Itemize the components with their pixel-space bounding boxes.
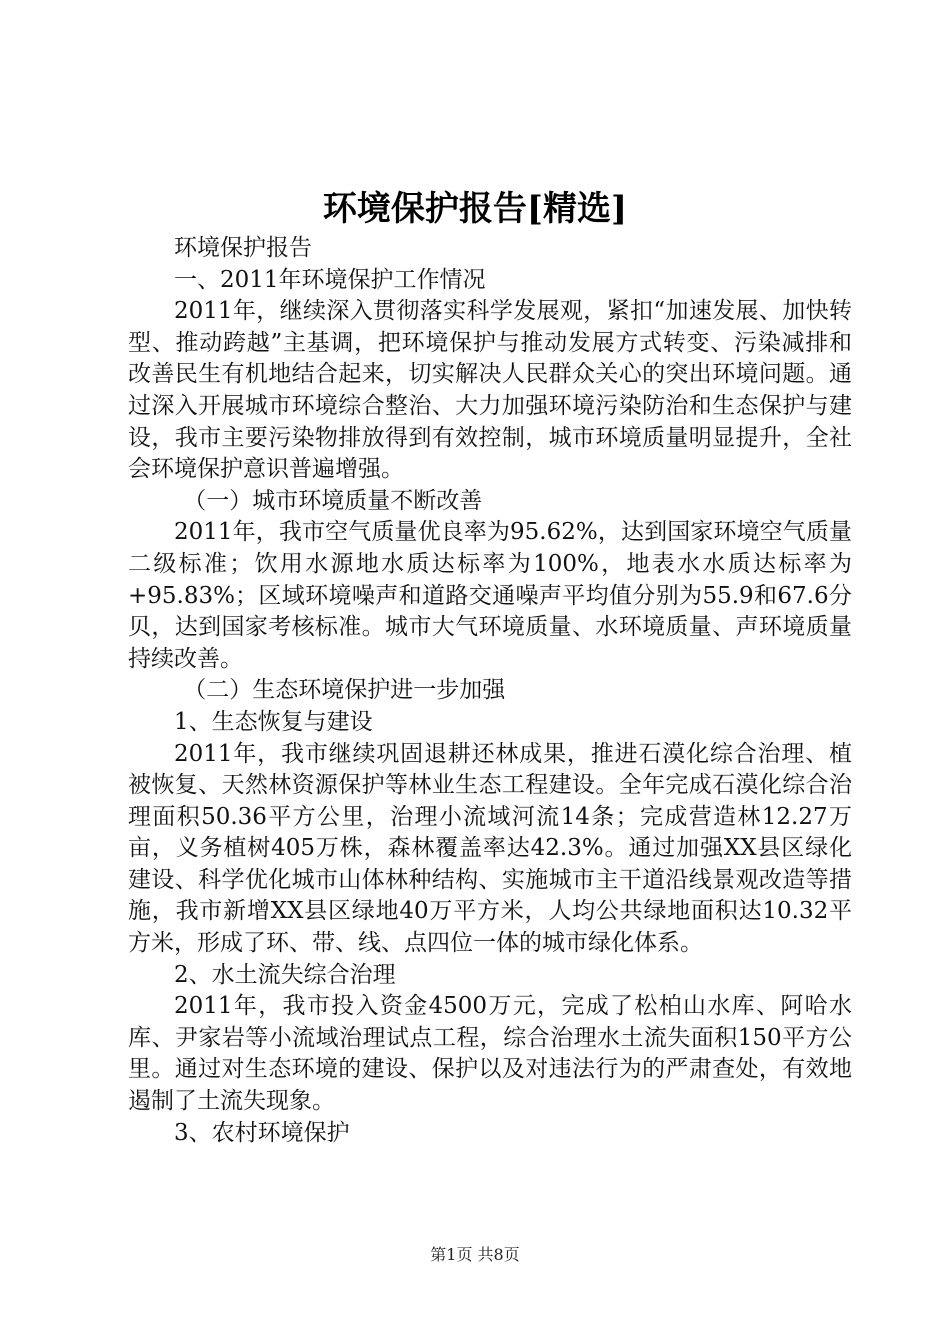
document-title: 环境保护报告[精选]: [322, 189, 628, 229]
subsection-heading-2: （二）生态环境保护进一步加强: [183, 677, 506, 704]
paragraph-soil-erosion: 2011年，我市投入资金4500万元，完成了松柏山水库、阿哈水库、尹家岩等小流域治理试点工程，综合治理水土流失面积150平方公里。通过对生态环境的建设、保护以及对违法行为的严肃查处，有效地遏制了土流失现象。: [128, 993, 852, 1115]
paragraph-ecology: 2011年，我市继续巩固退耕还林成果，推进石漠化综合治理、植被恢复、天然林资源保护等林业生态工程建设。全年完成石漠化综合治理面积50.36平方公里，治理小流域河流14条；完成营造林12.27万亩，义务植树405万株，森林覆盖率达42.3%。通过加强XX县区绿化建设、科学优化城市山体林种结构、实施城市主干道沿线景观改造等措施，我市新增XX县区绿地40万平方米，人均公共绿地面积达10.32平方米，形成了环、带、线、点四位一体的城市绿化体系。: [128, 740, 852, 957]
paragraph-intro: 2011年，继续深入贯彻落实科学发展观，紧扣“加速发展、加快转型、推动跨越”主基调，把环境保护与推动发展方式转变、污染减排和改善民生有机地结合起来，切实解决人民群众关心的突出环境问题。通过深入开展城市环境综合整治、大力加强环境污染防治和生态保护与建设，我市主要污染物排放得到有效控制，城市环境质量明显提升，全社会环境保护意识普遍增强。: [128, 298, 852, 483]
item-heading-3: 3、农村环境保护: [174, 1119, 350, 1146]
section-heading-1: 一、2011年环境保护工作情况: [174, 266, 486, 293]
report-heading: 环境保护报告: [174, 235, 312, 261]
item-heading-1: 1、生态恢复与建设: [174, 708, 373, 735]
item-heading-2: 2、水土流失综合治理: [174, 961, 396, 988]
subsection-heading-1: （一）城市环境质量不断改善: [183, 487, 483, 514]
page-footer: 第1页 共8页: [430, 1245, 520, 1264]
document-body: [128, 233, 852, 1149]
paragraph-air-quality: 2011年，我市空气质量优良率为95.62%，达到国家环境空气质量二级标准；饮用水源地水质达标率为100%，地表水水质达标率为+95.83%；区域环境噪声和道路交通噪声平均值分别为55.9和67.6分贝，达到国家考核标准。城市大气环境质量、水环境质量、声环境质量持续改善。: [128, 519, 852, 672]
